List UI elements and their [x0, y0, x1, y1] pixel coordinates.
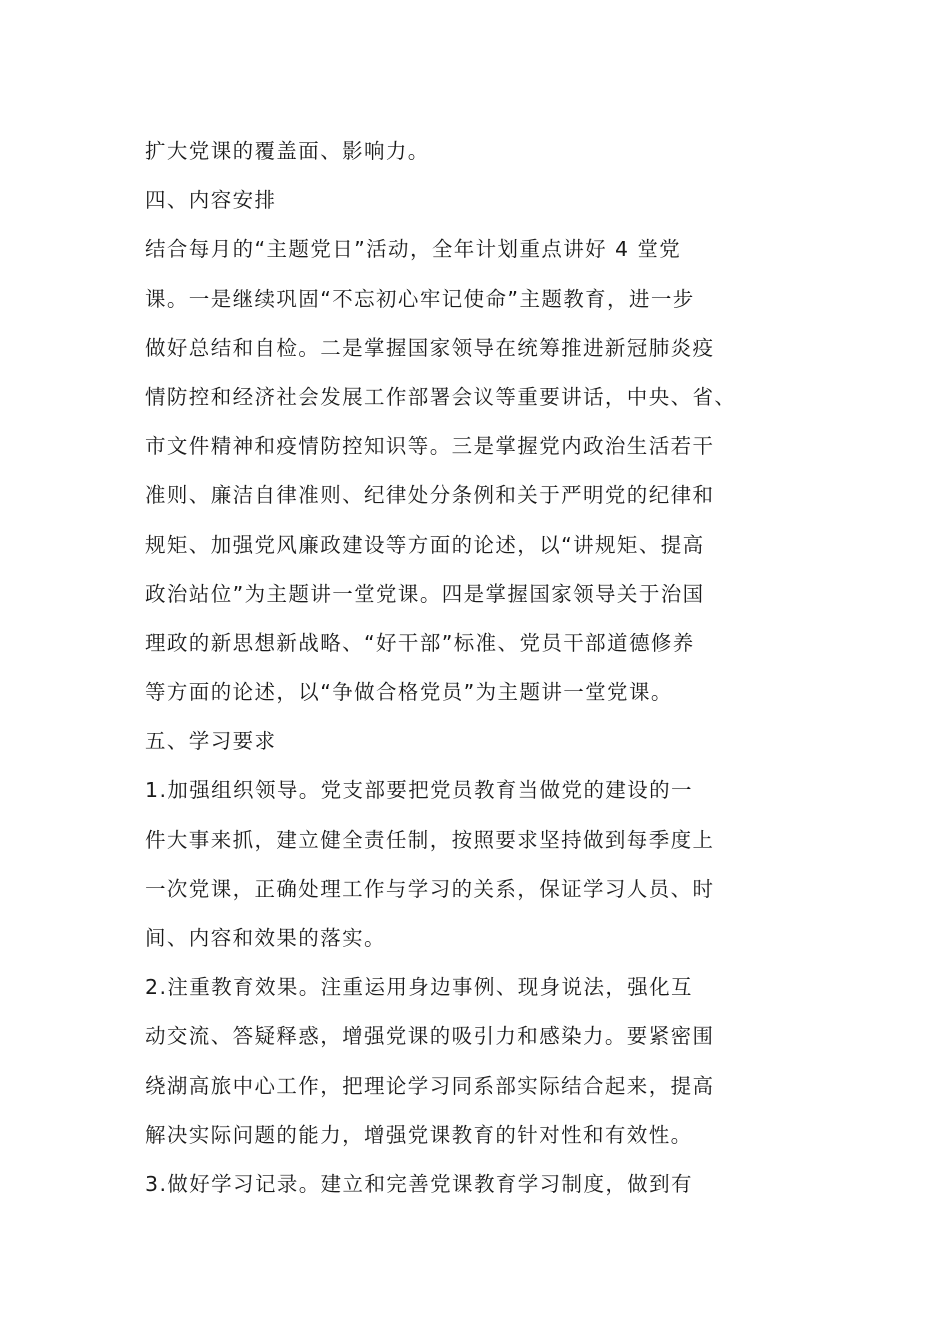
section-heading: 五、学习要求: [145, 729, 277, 754]
text-line: 市文件精神和疫情防控知识等。三是掌握党内政治生活若干: [145, 434, 715, 459]
section-heading: 四、内容安排: [145, 188, 277, 213]
text-line: 扩大党课的覆盖面、影响力。: [145, 139, 430, 163]
text-line: 等方面的论述，以“争做合格党员”为主题讲一堂党课。: [145, 680, 673, 705]
text-line: 做好总结和自检。二是掌握国家领导在统筹推进新冠肺炎疫: [145, 335, 715, 360]
text-line: 情防控和经济社会发展工作部署会议等重要讲话，中央、省、: [145, 384, 737, 409]
text-line: 规矩、加强党风廉政建设等方面的论述，以“讲规矩、提高: [145, 532, 705, 557]
text-line: 解决实际问题的能力，增强党课教育的针对性和有效性。: [145, 1122, 693, 1147]
text-line: 1.加强组织领导。党支部要把党员教育当做党的建设的一: [145, 778, 693, 803]
text-line: 理政的新思想新战略、“好干部”标准、党员干部道德修养: [145, 630, 695, 655]
text-line: 件大事来抓，建立健全责任制，按照要求坚持做到每季度上: [145, 827, 715, 852]
text-line: 2.注重教育效果。注重运用身边事例、现身说法，强化互: [145, 975, 693, 1000]
text-line: 一次党课，正确处理工作与学习的关系，保证学习人员、时: [145, 876, 715, 901]
text-line: 结合每月的“主题党日”活动，全年计划重点讲好 4 堂党: [145, 237, 682, 262]
text-line: 课。一是继续巩固“不忘初心牢记使命”主题教育，进一步: [145, 286, 695, 311]
text-line: 间、内容和效果的落实。: [145, 926, 386, 950]
text-line: 3.做好学习记录。建立和完善党课教育学习制度，做到有: [145, 1171, 693, 1196]
document-body: [145, 127, 745, 1209]
text-line: 准则、廉洁自律准则、纪律处分条例和关于严明党的纪律和: [145, 483, 715, 508]
text-line: 动交流、答疑释惑，增强党课的吸引力和感染力。要紧密围: [145, 1024, 715, 1049]
text-line: 绕湖高旅中心工作，把理论学习同系部实际结合起来，提高: [145, 1073, 715, 1098]
text-line: 政治站位”为主题讲一堂党课。四是掌握国家领导关于治国: [145, 581, 705, 606]
